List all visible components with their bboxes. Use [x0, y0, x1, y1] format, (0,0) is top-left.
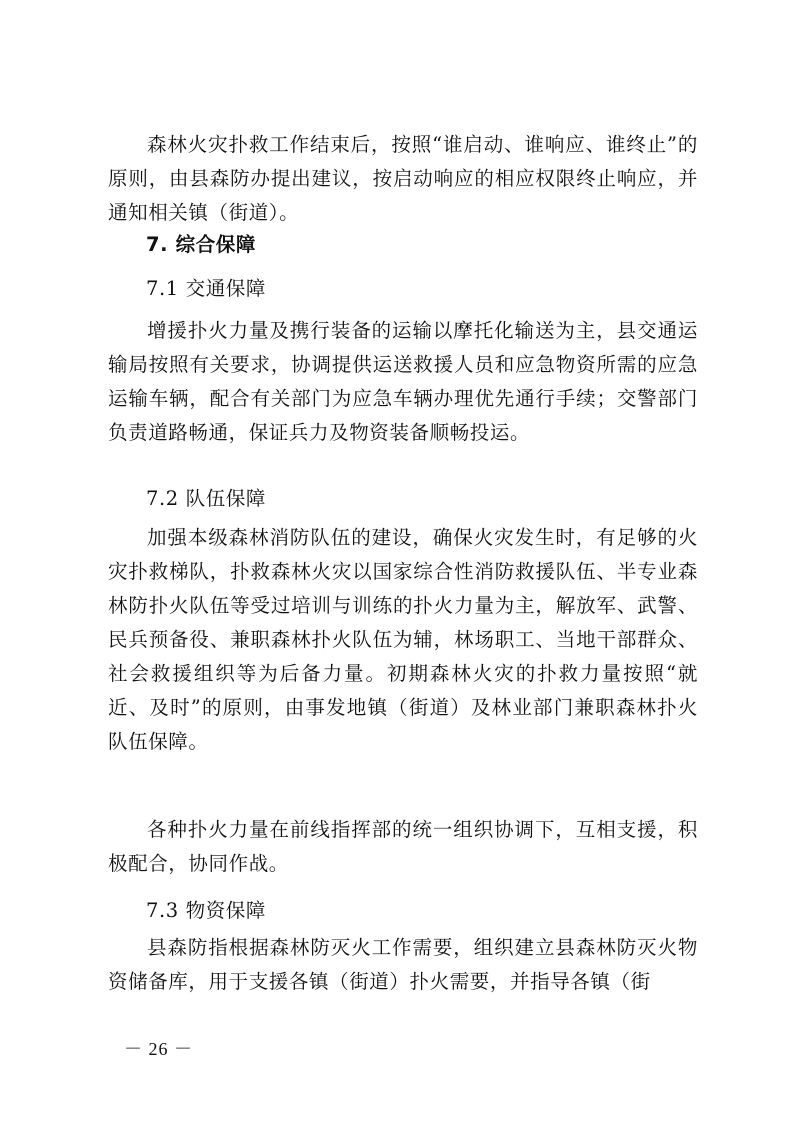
heading-team-guarantee: 7.2 队伍保障 — [146, 487, 267, 510]
paragraph-material: 县森防指根据森林防灭火工作需要，组织建立县森林防灭火物资储备库，用于支援各镇（街道）扑火需要，并指导各镇（街 — [108, 936, 698, 993]
page-number: － 26 － — [124, 1039, 193, 1059]
paragraph-transport: 增援扑火力量及携行装备的运输以摩托化输送为主，县交通运输局按照有关要求，协调提供运送救援人员和应急物资所需的应急运输车辆，配合有关部门为应急车辆办理优先通行手续；交警部门负责道路畅通，保证兵力及物资装备顺畅投运。 — [108, 319, 698, 444]
heading-comprehensive-guarantee: 7. 综合保障 — [146, 233, 256, 256]
paragraph-coordination: 各种扑火力量在前线指挥部的统一组织协调下，互相支援，积极配合，协同作战。 — [108, 818, 698, 875]
paragraph-team: 加强本级森林消防队伍的建设，确保火灾发生时，有足够的火灾扑救梯队，扑救森林火灾以国家综合性消防救援队伍、半专业森林防扑火队伍等受过培训与训练的扑火力量为主，解放军、武警、民兵预备役、兼职森林扑火队伍为辅，林场职工、当地干部群众、社会救援组织等为后备力量。初期森林火灾的扑救力量按照“就近、及时”的原则，由事发地镇（街道）及林业部门兼职森林扑火队伍保障。 — [108, 526, 698, 753]
heading-transport-guarantee: 7.1 交通保障 — [146, 277, 267, 300]
paragraph-termination: 森林火灾扑救工作结束后，按照“谁启动、谁响应、谁终止”的原则，由县森防办提出建议，按启动响应的相应权限终止响应，并通知相关镇（街道）。 — [108, 133, 698, 224]
heading-material-guarantee: 7.3 物资保障 — [146, 899, 267, 922]
